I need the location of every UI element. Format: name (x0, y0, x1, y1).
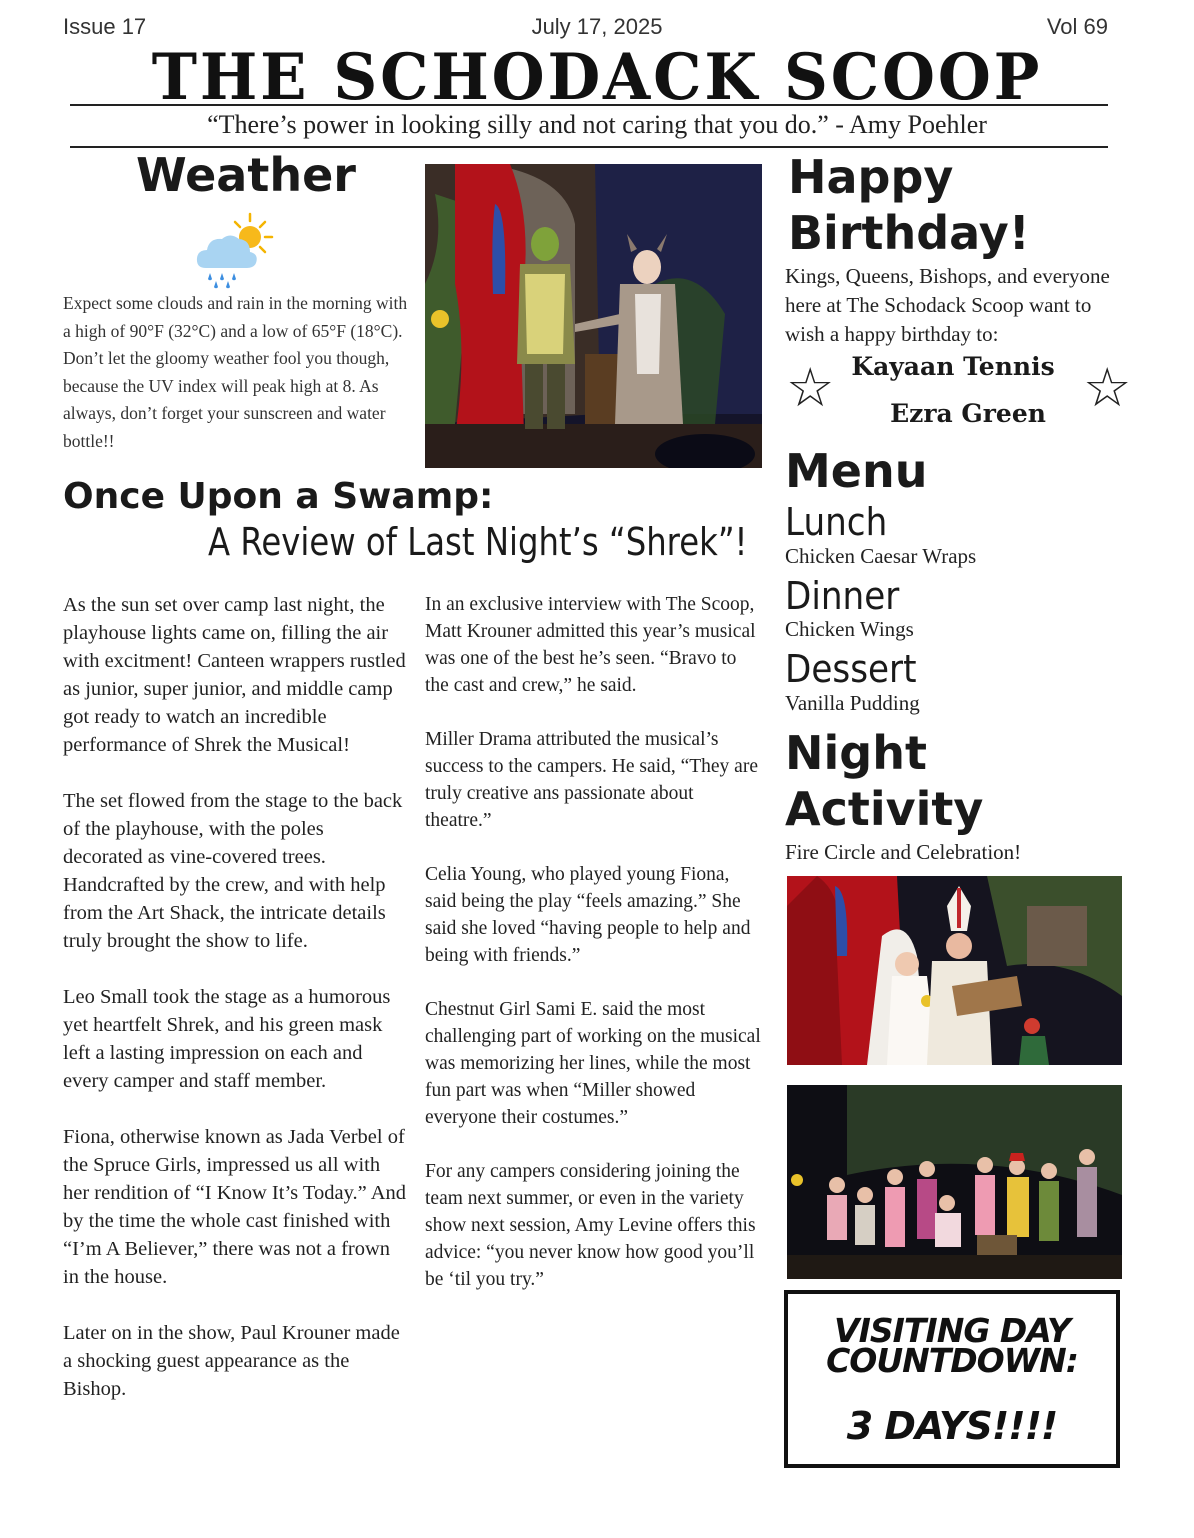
shrek-donkey-photo (425, 164, 762, 468)
article-column-1 (63, 591, 408, 1431)
article-paragraph: Celia Young, who played young Fiona, said being the play “feels amazing.” She said she loved “having people to help and being with friends.” (425, 864, 751, 966)
birthday-heading-line1: Happy (788, 150, 954, 204)
weather-forecast-text: Expect some clouds and rain in the morning with a high of 90°F (32°C) and a low of 65°F (18°C). Don’t let the gloomy weather fool you though, because the UV index will peak high at 8. As always, don’t forget your sunscreen and water bottle!! (63, 293, 408, 451)
issue-date: July 17, 2025 (531, 14, 663, 39)
article-paragraph: As the sun set over camp last night, the playhouse lights came on, filling the air with excitment! Canteen wrappers rustled as junior, super junior, and middle camp got ready to watch an incredible performance of Shrek the Musical! (63, 594, 406, 756)
article-headline: Once Upon a Swamp: (63, 476, 494, 517)
countdown-title-line1: VISITING DAY (834, 1311, 1070, 1350)
countdown-title (788, 1311, 1116, 1380)
menu-meal-lunch: Lunch (785, 500, 888, 544)
masthead-quote: “There’s power in looking silly and not caring that you do.” - Amy Poehler (207, 110, 987, 139)
night-activity-heading-line1: Night (785, 726, 927, 780)
article-paragraph: Chestnut Girl Sami E. said the most challenging part of working on the musical was memorizing her lines, while the most fun part was when “Miller showed everyone their costumes.” (425, 999, 761, 1128)
countdown-days: 3 DAYS!!!! (846, 1404, 1058, 1448)
night-activity-text: Fire Circle and Celebration! (785, 840, 1022, 864)
issue-number: Issue 17 (63, 14, 147, 39)
article-subheadline: A Review of Last Night’s “Shrek”! (208, 520, 748, 564)
volume-number: Vol 69 (1046, 14, 1108, 39)
article-column-2 (425, 591, 765, 1320)
night-activity-heading-line2: Activity (785, 782, 984, 836)
article-paragraph: The set flowed from the stage to the back of the playhouse, with the poles decorated as vine-covered trees. Handcrafted by the crew, and with help from the Art Shack, the intricate details truly brought the show to life. (63, 790, 403, 952)
star-outline-icon: ☆ (1083, 358, 1132, 418)
birthday-intro: Kings, Queens, Bishops, and everyone here at The Schodack Scoop want to wish a happy birthday to: (785, 264, 1110, 346)
menu-dish-dinner: Chicken Wings (785, 617, 914, 641)
visiting-day-countdown (784, 1290, 1120, 1468)
cast-scene-photo (787, 1085, 1122, 1279)
article-paragraph: For any campers considering joining the team next summer, or even in the variety show next session, Amy Levine offers this advice: “you never know how good you’ll be ‘til you try.” (425, 1161, 756, 1290)
article-paragraph: Later on in the show, Paul Krouner made a shocking guest appearance as the Bishop. (63, 1322, 400, 1400)
menu-dish-dessert: Vanilla Pudding (785, 691, 920, 715)
article-paragraph: In an exclusive interview with The Scoop, Matt Krouner admitted this year’s musical was one of the best he’s seen. “Bravo to the cast and crew,” he said. (425, 594, 756, 696)
wedding-scene-photo (787, 876, 1122, 1065)
birthday-name: Kayaan Tennis (851, 352, 1055, 381)
birthday-name: Ezra Green (890, 399, 1046, 428)
star-outline-icon: ☆ (786, 358, 835, 418)
sun-cloud-rain-icon (192, 210, 282, 290)
menu-dish-lunch: Chicken Caesar Wraps (785, 544, 977, 568)
weather-heading: Weather (136, 148, 356, 202)
countdown-title-line2: COUNTDOWN: (826, 1341, 1078, 1380)
article-paragraph: Miller Drama attributed the musical’s success to the campers. He said, “They are truly creative ans passionate about theatre.” (425, 729, 758, 831)
menu-meal-dessert: Dessert (785, 647, 917, 691)
menu-heading: Menu (785, 444, 928, 498)
masthead-rule-top (70, 104, 1108, 106)
menu-meal-dinner: Dinner (785, 574, 900, 618)
article-paragraph: Leo Small took the stage as a humorous yet heartfelt Shrek, and his green mask left a lasting impression on each and every camper and staff member. (63, 986, 391, 1092)
article-paragraph: Fiona, otherwise known as Jada Verbel of the Spruce Girls, impressed us all with her rendition of “I Know It’s Today.” And by the time the whole cast finished with “I’m A Believer,” there was not a frown in the house. (63, 1126, 407, 1288)
newspaper-title: THE SCHODACK SCOOP (151, 40, 1043, 115)
birthday-heading-line2: Birthday! (788, 206, 1030, 260)
